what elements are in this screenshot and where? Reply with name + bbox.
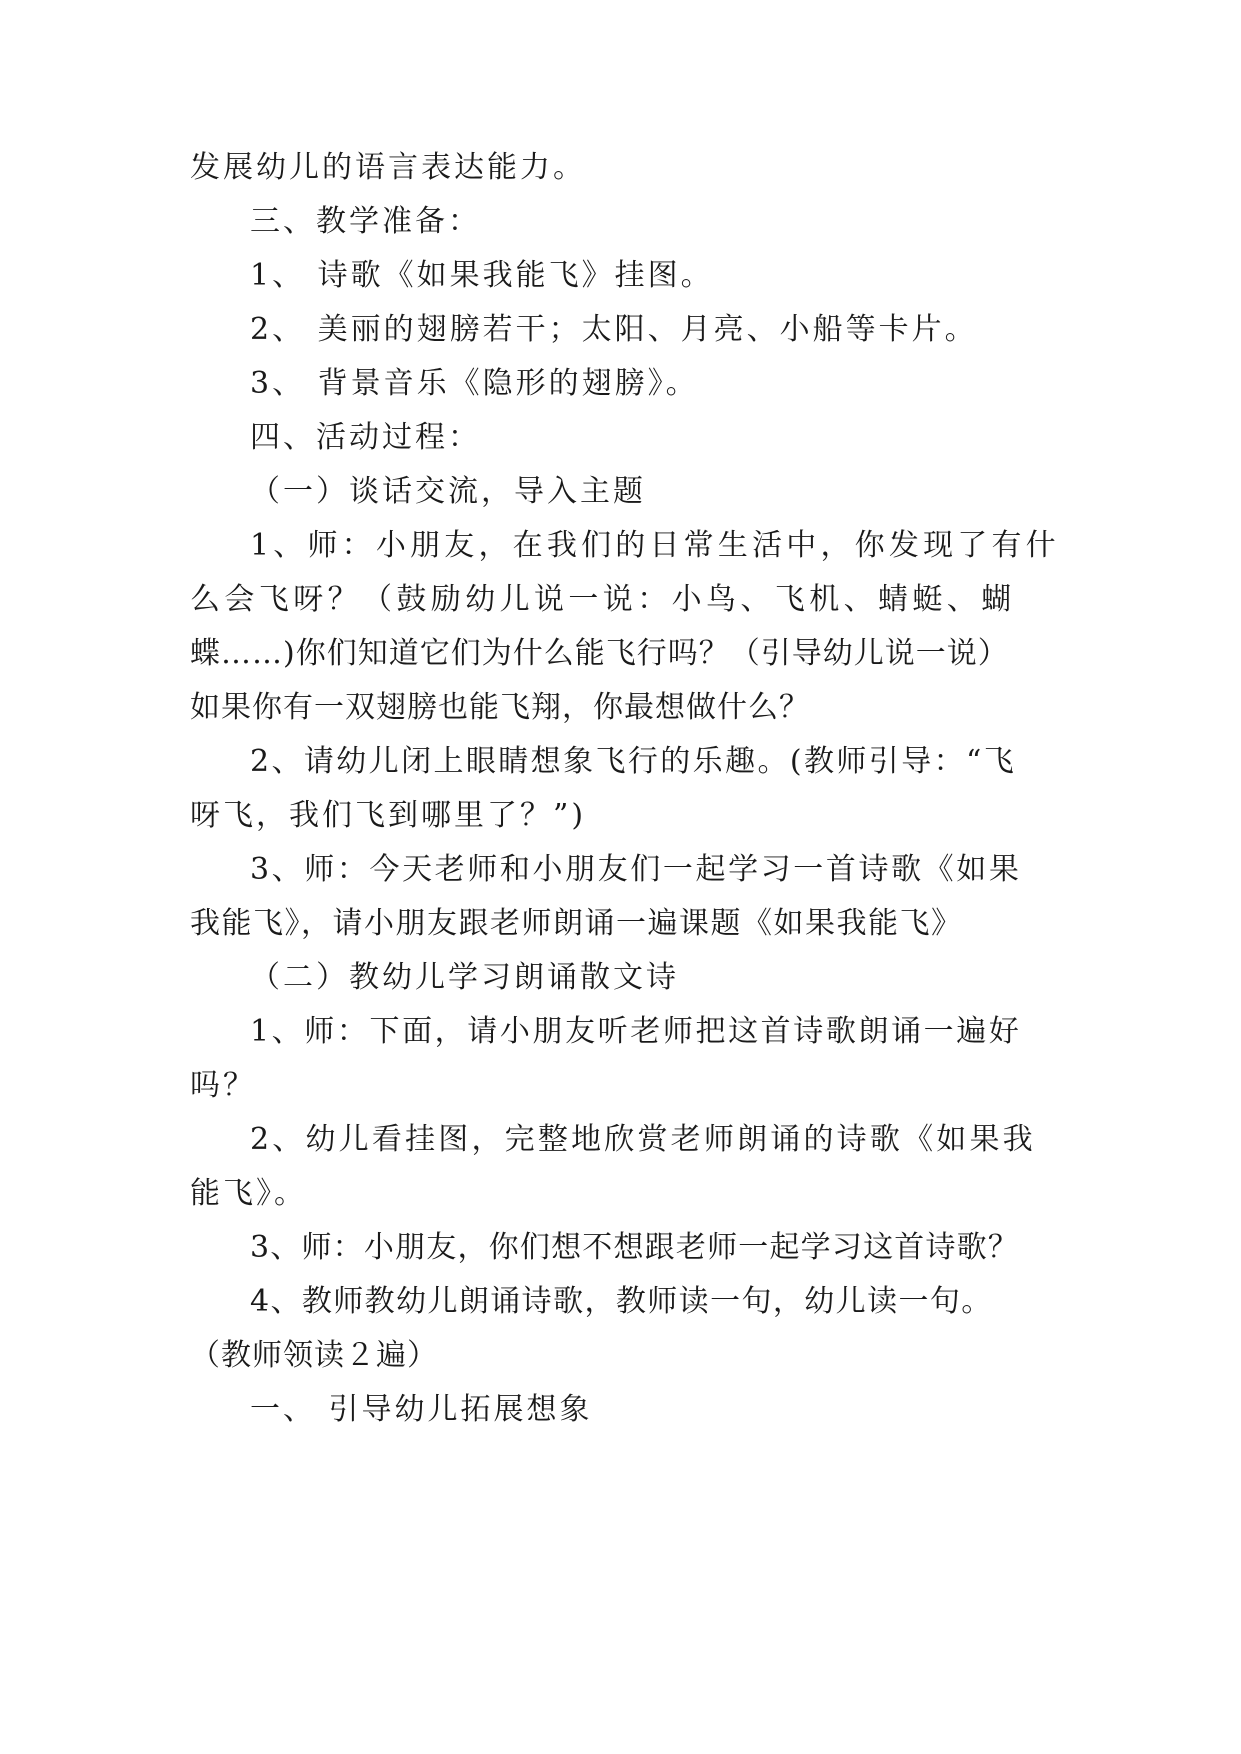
text-line: 我能飞》，请小朋友跟老师朗诵一遍课题《如果我能飞》	[190, 906, 963, 941]
text-line: 呀飞，我们飞到哪里了？”)	[190, 798, 587, 833]
list-item: 1、 诗歌《如果我能飞》挂图。	[250, 258, 714, 293]
subsection-heading: （二）教幼儿学习朗诵散文诗	[250, 960, 679, 995]
text-line: 么会飞呀？（鼓励幼儿说一说：小鸟、飞机、蜻蜓、蝴	[190, 582, 1016, 617]
text-line: 1、师：下面，请小朋友听老师把这首诗歌朗诵一遍好	[250, 1014, 1022, 1049]
text-line: 蝶……)你们知道它们为什么能飞行吗？（引导幼儿说一说）	[190, 636, 1009, 671]
text-line: 发展幼儿的语言表达能力。	[190, 150, 586, 185]
subsection-heading: （一）谈话交流，导入主题	[250, 474, 646, 509]
list-item: 3、 背景音乐《隐形的翅膀》。	[250, 366, 699, 401]
text-line: 2、请幼儿闭上眼睛想象飞行的乐趣。(教师引导：“飞	[250, 744, 1017, 779]
text-line: 如果你有一双翅膀也能飞翔，你最想做什么？	[190, 690, 810, 725]
text-line: 3、师：今天老师和小朋友们一起学习一首诗歌《如果	[250, 852, 1022, 887]
list-item: 2、 美丽的翅膀若干；太阳、月亮、小船等卡片。	[250, 312, 978, 347]
text-line: 吗？	[190, 1068, 256, 1103]
text-line: 能飞》。	[190, 1176, 307, 1211]
text-line: 4、教师教幼儿朗诵诗歌，教师读一句，幼儿读一句。	[250, 1284, 993, 1319]
section-heading: 三、教学准备：	[250, 204, 481, 239]
text-line: 2、幼儿看挂图，完整地欣赏老师朗诵的诗歌《如果我	[250, 1122, 1036, 1157]
section-heading: 一、 引导幼儿拓展想象	[250, 1392, 593, 1427]
section-heading: 四、活动过程：	[250, 420, 481, 455]
text-line: 1、师：小朋友，在我们的日常生活中，你发现了有什	[250, 528, 1060, 563]
text-line: （教师领读２遍）	[190, 1338, 438, 1373]
text-line: 3、师：小朋友，你们想不想跟老师一起学习这首诗歌？	[250, 1230, 1020, 1265]
